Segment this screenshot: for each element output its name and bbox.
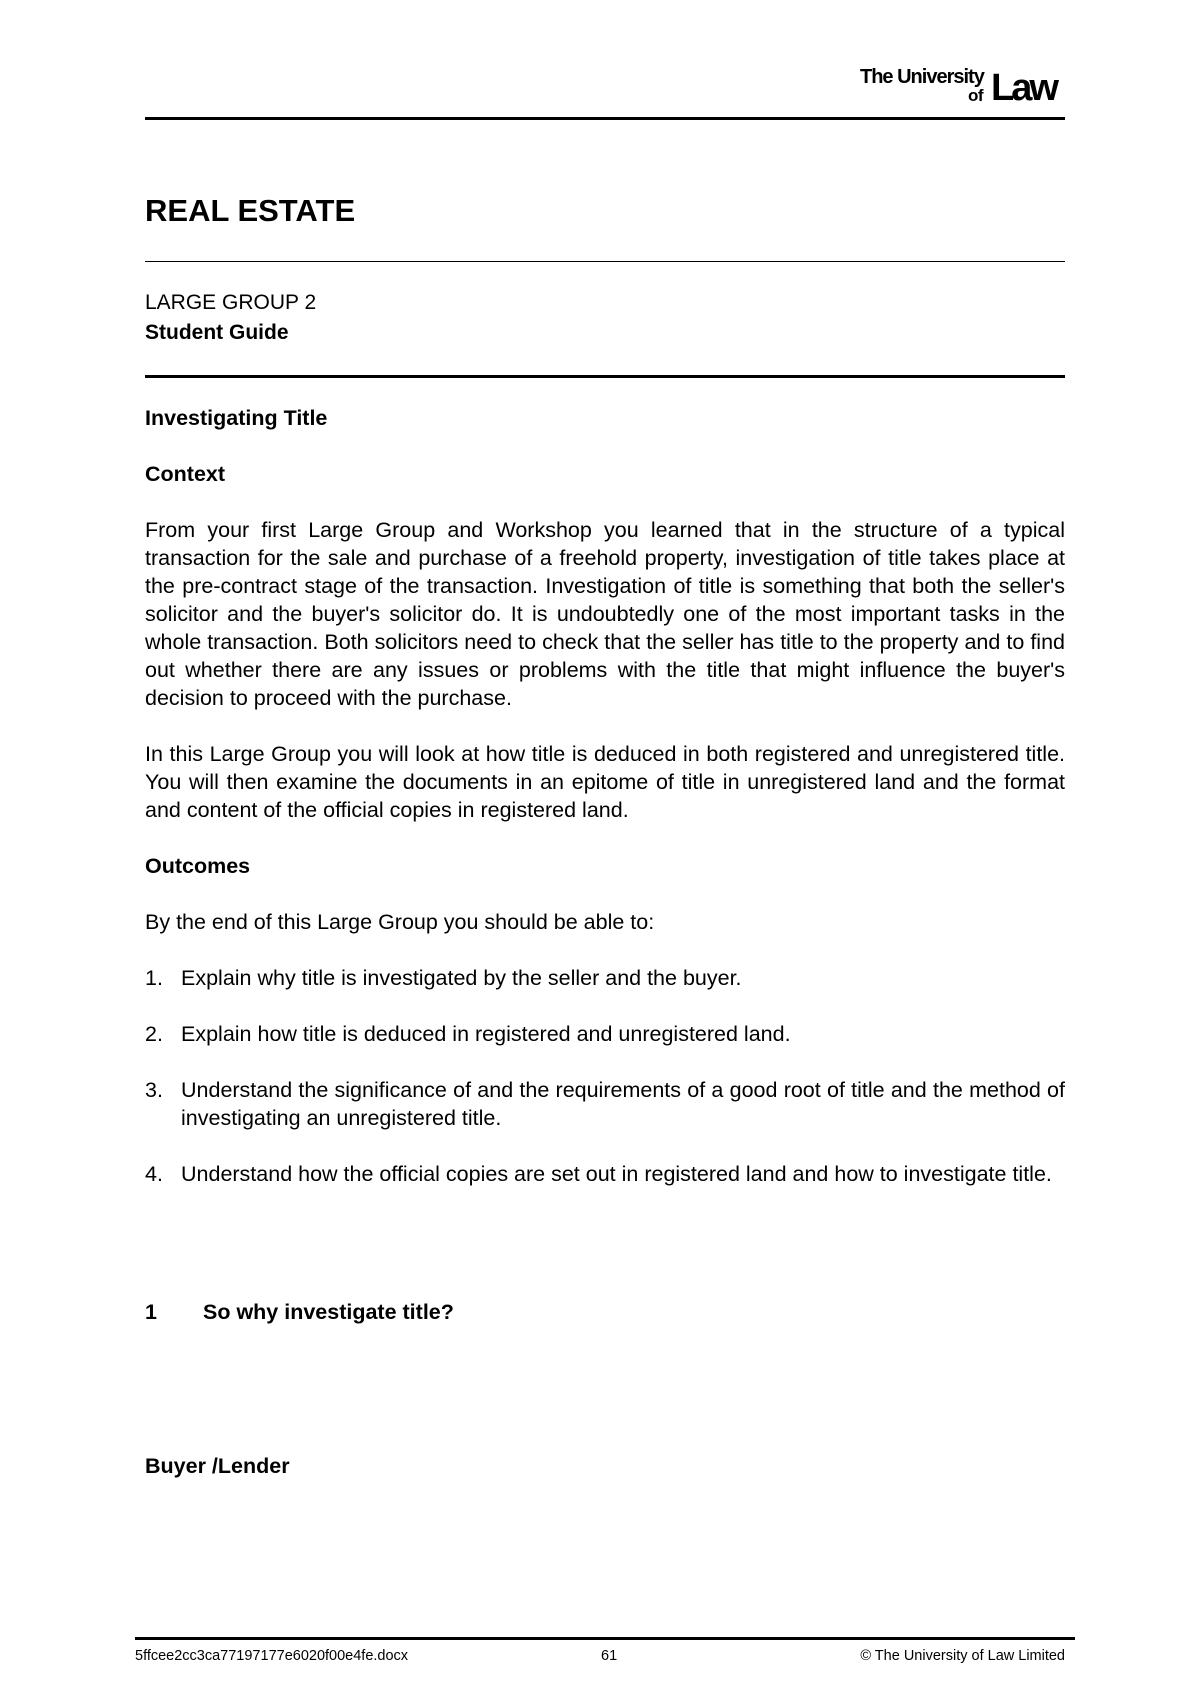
header-rule xyxy=(145,117,1065,120)
outcome-number: 4. xyxy=(145,1162,163,1186)
outcome-item xyxy=(145,1076,1065,1132)
footer-rule xyxy=(135,1637,1075,1640)
context-paragraph-1: From your first Large Group and Workshop you learned that in the structure of a typical transaction for the sale and purchase of a freehold property, investigation of title takes place at the pre-contract stage of the transaction. Investigation of title is something that both the seller's solicitor and the buyer's solicitor do. It is undoubtedly one of the most important tasks in the whole transaction. Both solicitors need to check that the seller has title to the property and to find out whether there are any issues or problems with the title that might influence the buyer's decision to proceed with the purchase. xyxy=(145,518,1065,710)
context-heading: Context xyxy=(145,462,226,486)
context-paragraph-2: In this Large Group you will look at how title is deduced in both registered and unregistered title. You will then examine the documents in an epitome of title in unregistered land and the format and content of the official copies in registered land. xyxy=(145,742,1065,822)
outcomes-intro: By the end of this Large Group you should be able to: xyxy=(145,910,655,934)
outcome-text: Explain why title is investigated by the seller and the buyer. xyxy=(181,966,742,990)
logo-line1: The University xyxy=(860,66,984,88)
title-rule xyxy=(145,261,1065,262)
document-body xyxy=(145,404,1065,1216)
logo-line2: of xyxy=(968,86,984,105)
logo-line3: Law xyxy=(991,67,1056,109)
section-title: So why investigate title? xyxy=(203,1300,454,1324)
subhead-rule xyxy=(145,375,1065,378)
outcome-number: 2. xyxy=(145,1022,163,1046)
outcome-text: Understand how the official copies are set out in registered land and how to investigate title. xyxy=(181,1162,1052,1186)
outcome-item xyxy=(145,964,1065,992)
footer-page-number: 61 xyxy=(601,1648,618,1664)
session-label: LARGE GROUP 2 xyxy=(145,291,317,314)
outcome-number: 3. xyxy=(145,1078,163,1102)
outcomes-list xyxy=(145,964,1065,1188)
section-1-heading xyxy=(145,1300,454,1325)
topic-heading: Investigating Title xyxy=(145,406,328,430)
session-block xyxy=(145,288,316,348)
outcome-item xyxy=(145,1160,1065,1188)
guide-label: Student Guide xyxy=(145,321,289,344)
outcomes-heading: Outcomes xyxy=(145,854,251,878)
outcome-item xyxy=(145,1020,1065,1048)
university-logo xyxy=(860,64,1070,110)
footer-copyright: © The University of Law Limited xyxy=(860,1648,1065,1664)
section-number: 1 xyxy=(145,1300,157,1324)
outcome-text: Explain how title is deduced in registered and unregistered land. xyxy=(181,1022,791,1046)
outcome-text: Understand the significance of and the requirements of a good root of title and the method of investigating an unregistered title. xyxy=(181,1078,1065,1130)
footer-filename: 5ffcee2cc3ca77197177e6020f00e4fe.docx xyxy=(135,1648,409,1664)
buyer-lender-heading: Buyer /Lender xyxy=(145,1454,290,1478)
outcome-number: 1. xyxy=(145,966,163,990)
document-title: REAL ESTATE xyxy=(145,193,356,228)
